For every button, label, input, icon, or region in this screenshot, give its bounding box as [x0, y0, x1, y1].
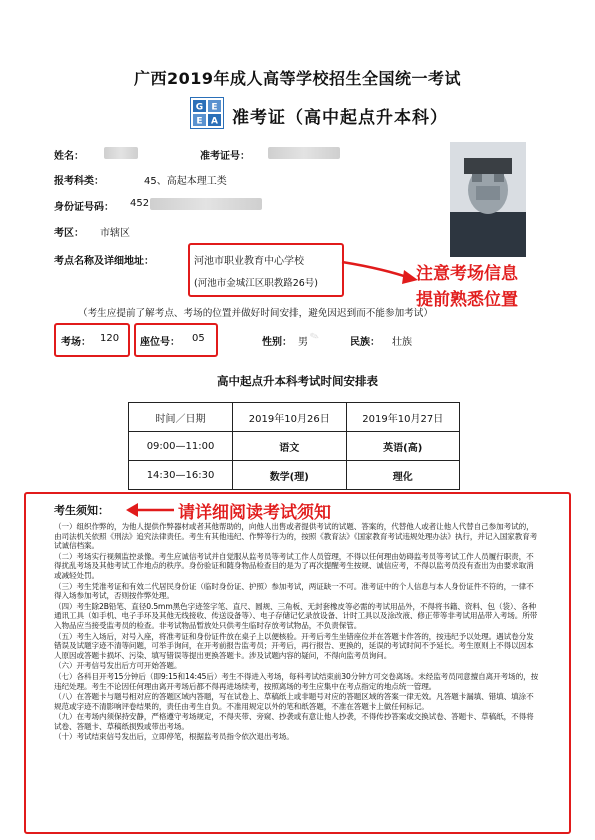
ticket-number-label: 准考证号： [200, 151, 250, 162]
ethnicity-value: 壮族 [392, 337, 412, 348]
ticket-number-redacted [268, 147, 340, 159]
category-value: 45、高起本理工类 [144, 176, 227, 187]
candidate-photo [450, 142, 526, 257]
rule-item: （三）考生凭准考证和有效二代居民身份证（临时身份证、护照）参加考试，两证缺一不可。准考证中的个人信息与本人身份证件不符的，一律不得入场参加考试，否则按作弊处理。 [54, 581, 534, 601]
room-value: 120 [100, 333, 120, 344]
id-number-label: 身份证号码： [54, 202, 114, 213]
schedule-time-cell: 09:00—11:00 [129, 432, 233, 461]
arrow-left-icon [124, 500, 176, 520]
rule-item: （十）考试结束信号发出后，立即停笔，根据监考员指令依次退出考场。 [54, 732, 294, 742]
id-number-value: 452 [130, 198, 150, 209]
schedule-row [129, 461, 460, 490]
svg-text:A: A [211, 116, 218, 127]
ethnicity-label: 民族： [350, 337, 380, 348]
schedule-table [128, 402, 460, 490]
schedule-subject-cell: 语文 [233, 432, 346, 461]
schedule-subject-cell: 理化 [346, 461, 460, 490]
schedule-subject-cell: 英语(高) [346, 432, 460, 461]
schedule-header-cell: 时间／日期 [129, 403, 233, 432]
arrow-icon [340, 258, 420, 288]
rule-item: （七）各科目开考15分钟后（即9:15和14:45后）考生不得进入考场，每科考试结束前30分钟方可交卷离场。未经监考员同意擅自离开考场的，按违纪处理。考生不论因任何理由离开考场后都不得再进场续考，按照离场的考生应集中在考点指定的地点统一管理。 [54, 671, 539, 691]
schedule-time-cell: 14:30—16:30 [129, 461, 233, 490]
rule-item: （四）考生除2B铅笔、直径0.5mm黑色字迹签字笔、直尺、圆规、三角板、无封套橡皮等必需的考试用品外，不得将书籍、资料、包（袋）、各种通讯工具（如手机、电子手环及其他无线接收、传送设备等）、电子存储记忆录放设备、计时工具以及涂改液、修正带等非考试用品带入考场。所带入物品应当接受监考员的检查。非考试物品暂放处只供考生临时存放考试物品，不负责保管。 [54, 601, 538, 630]
name-label: 姓名： [54, 151, 84, 162]
id-number-redacted [150, 198, 262, 210]
venue-label: 考点名称及详细地址： [54, 256, 154, 267]
rules-list [54, 522, 540, 743]
rule-item: （八）在答题卡与题号相对应的答题区域内答题，写在试卷上、草稿纸上或非题号对应的答题区域的答案一律无效。凡答题卡漏填、错填、填涂不规范或字迹不清影响评卷结果的，责任由考生自负。不准用规定以外的笔和纸答题，不准在答题卡上做任何标记。 [54, 692, 534, 711]
seat-label: 座位号： [140, 337, 180, 348]
svg-text:E: E [196, 116, 203, 127]
watermark: ✎ [308, 328, 322, 345]
schedule-header-row [129, 403, 460, 432]
ticket-subtitle: 准考证（高中起点升本科） [232, 108, 448, 128]
rule-item: （六）开考信号发出后方可开始答题。 [54, 661, 182, 671]
rule-item: （九）在考场内须保持安静，严格遵守考场规定，不得夹带、旁窥、抄袭或有意让他人抄袭，不得传抄答案或交换试卷、答题卡、草稿纸，不得将试卷、答题卡、草稿纸损毁或带出考场。 [54, 712, 534, 731]
seat-value: 05 [192, 333, 205, 344]
schedule-subject-cell: 数学(理) [233, 461, 346, 490]
schedule-row [129, 432, 460, 461]
rules-heading: 考生须知： [54, 504, 109, 517]
exam-title: 广西2019年成人高等学校招生全国统一考试 [133, 69, 462, 88]
arrival-notice: （考生应提前了解考点、考场的位置并做好时间安排，避免因迟到而不能参加考试） [78, 308, 433, 319]
rule-item: （二）考场实行视频监控录像。考生应诚信考试并自觉服从监考员等考试工作人员管理，不得以任何理由妨碍监考员等考试工作人员履行职责，不得扰乱考场及其他考试工作地点的秩序。身份验证和随身物品检查目的是为了再次提醒考生按规、诚信应考，不得以监考员没有查出为由要求取消或减轻处罚。 [54, 551, 534, 580]
district-value: 市辖区 [100, 228, 130, 239]
district-label: 考区： [54, 228, 84, 239]
venue-annotation-line2: 提前熟悉位置 [416, 290, 518, 310]
rule-item: （五）考生入场后，对号入座，将准考证和身份证件放在桌子上以便核验。开考后考生坐错座位并在答题卡作答的，按违纪予以处理。遇试卷分发错误及试题字迹不清等问题，可举手询问，在开考前报告监考员；开考后，再行报告、更换的，延误的考试时间不予延长。考生原则上不得以因本人原因或答题卡损坏、污染、填写错误等提出更换答题卡。涉及试题内容的疑问，不得向监考员询问。 [54, 631, 534, 660]
gender-label: 性别： [262, 337, 292, 348]
venue-annotation-line1: 注意考场信息 [416, 264, 518, 284]
venue-address: (河池市金城江区职教路26号) [194, 278, 319, 289]
room-label: 考场： [61, 337, 91, 348]
name-value-redacted [104, 147, 138, 159]
schedule-title: 高中起点升本科考试时间安排表 [217, 374, 378, 388]
rules-annotation: 请详细阅读考试须知 [178, 503, 331, 523]
venue-name: 河池市职业教育中心学校 [194, 256, 304, 267]
rule-item: （一）组织作弊的，为他人提供作弊器材或者其他帮助的，向他人出售或者提供考试的试题、答案的，代替他人或者让他人代替自己参加考试的，由司法机关依照《刑法》追究法律责任。考生有其他违纪、作弊等行为的，按照《教育法》《国家教育考试违规处理办法》执行，并记入国家教育考试诚信档案。 [54, 522, 538, 551]
geea-logo [190, 97, 224, 129]
svg-text:E: E [211, 102, 218, 113]
schedule-header-cell: 2019年10月27日 [346, 403, 460, 432]
svg-text:G: G [195, 102, 204, 113]
category-label: 报考科类： [54, 176, 104, 187]
schedule-header-cell: 2019年10月26日 [233, 403, 346, 432]
gender-value: 男 [298, 337, 308, 348]
